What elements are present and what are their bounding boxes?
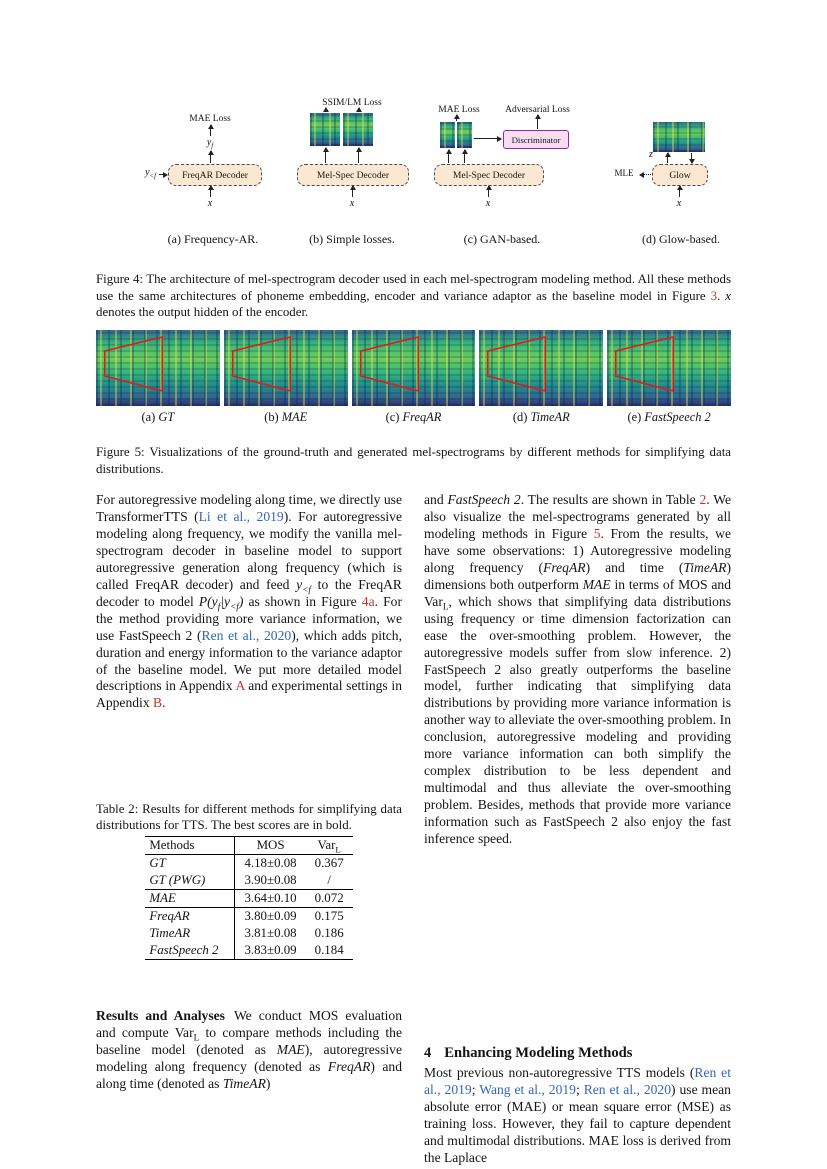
caption-text: denotes the output hidden of the encoder. — [96, 305, 309, 320]
cell-mos: 4.18±0.08 — [244, 856, 297, 870]
table-ref-2[interactable]: 2 — [699, 492, 707, 507]
math-sub: <f — [302, 584, 312, 595]
method-name-mae: MAE — [582, 576, 611, 592]
fig4c-mae-loss-label: MAE Loss — [438, 105, 480, 115]
spectrogram-freqar — [352, 330, 476, 406]
mel-spec-decoder-box: Mel-Spec Decoder — [297, 164, 409, 186]
right-paragraph-2 — [424, 1065, 731, 1167]
section-4-heading — [424, 1045, 731, 1062]
table-row-gt — [145, 855, 352, 873]
math-x: x — [725, 288, 731, 303]
fig4a-y-lt-f-label — [126, 167, 156, 179]
arrow-up — [448, 150, 449, 163]
body-text: Most previous non-autoregressive TTS models ( — [424, 1065, 695, 1080]
spectrogram-fastspeech2 — [607, 330, 731, 406]
red-annotation-box — [607, 330, 731, 406]
figure5-image-row — [96, 330, 731, 406]
arrow-down — [691, 153, 692, 163]
fig4a-yf-label — [180, 137, 240, 149]
table2-wrapper — [96, 836, 402, 960]
fig4c-adversarial-loss-label: Adversarial Loss — [505, 105, 570, 115]
cell-var: 0.184 — [314, 943, 344, 957]
body-text: ) and time ( — [585, 559, 684, 575]
figure-ref-5[interactable]: 5 — [593, 525, 601, 541]
citation-wang-2019[interactable]: Wang et al., 2019 — [479, 1081, 576, 1097]
cell-method: GT — [145, 855, 235, 873]
table2-caption: Table 2: Results for different methods for simplifying data distributions for TTS. The best scores are in bold. — [96, 801, 402, 833]
annotation-polygon — [105, 337, 163, 391]
arrow-up — [325, 108, 326, 112]
body-text: For autoregressive modeling along time, we directly use TransformerTTS ( — [96, 492, 402, 524]
red-annotation-box — [479, 330, 603, 406]
cell-method: MAE — [145, 890, 235, 908]
fig4a-caption: (a) Frequency-AR. — [167, 232, 259, 246]
cell-mos: 3.90±0.08 — [244, 873, 297, 887]
glow-box: Glow — [652, 164, 708, 186]
figure4-diagrams — [96, 95, 731, 247]
table2-header-row — [145, 837, 352, 855]
figure-ref-3[interactable]: 3 — [710, 288, 718, 303]
body-text: We conduct MOS evaluation and compute Var — [96, 1008, 402, 1040]
body-text: ), which adds pitch, duration and energy information to the variance adaptor of the baseline model. We put more detailed model descriptions in Appendix — [96, 627, 403, 694]
label-prefix: (a) — [141, 410, 159, 424]
fig4d-z-label: z — [649, 149, 653, 160]
results-analyses-block — [96, 1008, 402, 1093]
cell-mos-best: 3.83±0.09 — [244, 943, 297, 957]
table-row-gt-pwg — [145, 872, 352, 890]
arrow-up — [210, 151, 211, 163]
figure5-label-row — [96, 410, 731, 425]
body-text: and experimental settings in Appendix — [96, 678, 402, 711]
label-name: GT — [158, 410, 175, 424]
fig5-label-gt — [96, 410, 220, 425]
var-subscript: L — [193, 1032, 200, 1043]
spectrogram-mae — [224, 330, 348, 406]
col-header-varl — [306, 837, 353, 855]
body-text: ; — [471, 1081, 480, 1097]
cell-var: 0.367 — [314, 856, 344, 870]
body-text: ), autoregressive modeling along frequency (denoted as — [96, 1041, 402, 1074]
fig5-label-timear — [479, 410, 603, 425]
math-base: P(y — [198, 593, 218, 609]
body-text: ). For autoregressive modeling along frequency, we modify the vanilla mel-spectrogram decoder in baseline model to support autoregressive generation along frequency (which is called FreqAR decoder) and feed — [96, 508, 402, 592]
fig4c-x-label: x — [485, 198, 491, 209]
label-name: TimeAR — [530, 410, 570, 424]
cell-var: 0.175 — [314, 909, 344, 923]
red-annotation-box — [96, 330, 220, 406]
figure5-spectrograms — [96, 330, 731, 425]
fig5-label-mae — [224, 410, 348, 425]
annotation-polygon — [488, 337, 546, 391]
cell-var: / — [327, 873, 331, 887]
arrow-up — [210, 186, 211, 197]
math-sub-f: f — [211, 143, 214, 150]
method-name-mae: MAE — [276, 1041, 305, 1057]
arrow-up — [325, 148, 326, 163]
method-name-timear: TimeAR — [683, 559, 727, 575]
var-subscript: L — [442, 601, 449, 612]
results-paragraph — [96, 1008, 402, 1093]
body-text: . The results are shown in Table — [520, 492, 700, 507]
right-column — [424, 492, 731, 1169]
appendix-ref-b[interactable]: B — [153, 695, 163, 711]
figure5-caption: Figure 5: Visualizations of the ground-truth and generated mel-spectrograms by different methods for simplifying data distributions. — [96, 444, 731, 476]
cell-method: TimeAR — [145, 925, 235, 942]
math-p-yf-given — [198, 593, 244, 612]
section-title: Enhancing Modeling Methods — [444, 1045, 633, 1062]
cell-mos: 3.80±0.09 — [244, 909, 297, 923]
caption-text: . — [717, 288, 726, 303]
spectrogram-gt — [96, 330, 220, 406]
arrow-up — [679, 186, 680, 197]
cell-mos: 3.64±0.10 — [244, 891, 297, 905]
spectrogram-timear — [479, 330, 603, 406]
table-row-freqar — [145, 908, 352, 926]
math-y: y — [206, 137, 212, 148]
fig4b-caption: (b) Simple losses. — [309, 232, 395, 246]
body-text: ; — [575, 1081, 584, 1097]
cell-method: FreqAR — [145, 908, 235, 926]
arrow-up — [456, 115, 457, 121]
annotation-polygon — [360, 337, 418, 391]
label-prefix: (e) — [627, 410, 645, 424]
arrow-right — [474, 138, 501, 139]
fig4a-mae-loss-label: MAE Loss — [189, 114, 231, 124]
table-row-mae — [145, 890, 352, 908]
body-text: . — [162, 695, 166, 711]
body-text: ) — [265, 1075, 271, 1091]
body-text: and — [424, 492, 448, 507]
fig4d-mle-label: MLE — [614, 168, 634, 178]
body-text: ) dimensions both outperform — [424, 559, 731, 592]
math-sub: <f — [230, 601, 239, 612]
mel-spec-decoder-box: Mel-Spec Decoder — [434, 164, 544, 186]
left-paragraph-1 — [96, 492, 402, 712]
discriminator-box: Discriminator — [503, 130, 569, 149]
cell-method: GT (PWG) — [145, 872, 235, 890]
left-column — [96, 492, 402, 1169]
citation-ren-2020[interactable]: Ren et al., 2020 — [583, 1081, 672, 1097]
body-text: to compare methods including the baseline model (denoted as — [96, 1024, 402, 1057]
mel-spectrogram-thumb — [457, 122, 472, 148]
mel-spectrogram-thumb — [653, 122, 705, 152]
method-name-freqar: FreqAR — [543, 559, 586, 575]
fig5-label-freqar — [352, 410, 476, 425]
arrow-right — [159, 174, 167, 175]
body-text: as shown in Figure — [243, 593, 362, 609]
fig4d-caption: (d) Glow-based. — [642, 232, 720, 246]
caption-text: Figure 4: The architecture of mel-spectrogram decoder used in each mel-spectrogram modeling method. All these methods use the same architectures of phoneme embedding, encoder and variance adaptor as the baseline model in Figure — [96, 271, 731, 303]
annotation-polygon — [233, 337, 291, 391]
fig4d-x-label: x — [676, 198, 682, 209]
section-number: 4 — [424, 1045, 432, 1062]
table-2 — [145, 836, 352, 960]
figure-ref-4a[interactable]: 4a — [361, 593, 375, 609]
citation-li-2019[interactable]: Li et al., 2019 — [198, 508, 284, 524]
arrow-up — [210, 125, 211, 136]
figure4-caption — [96, 271, 731, 321]
math-sub: f — [217, 601, 221, 612]
arrow-up — [537, 115, 538, 129]
var-label: Var — [317, 838, 336, 852]
mel-spectrogram-thumb — [343, 113, 373, 146]
fig5-label-fastspeech2 — [607, 410, 731, 425]
red-annotation-box — [352, 330, 476, 406]
arrow-up — [667, 153, 668, 163]
body-text: to the FreqAR decoder to model — [96, 576, 402, 609]
red-annotation-box — [224, 330, 348, 406]
method-name-freqar: FreqAR — [327, 1058, 371, 1074]
fig4b-ssim-lm-loss-label: SSIM/LM Loss — [322, 98, 382, 108]
label-prefix: (d) — [512, 410, 531, 424]
math-base: |y — [220, 593, 231, 609]
cell-var-best: 0.186 — [314, 926, 344, 940]
label-prefix: (b) — [264, 410, 282, 424]
cell-method: FastSpeech 2 — [145, 942, 235, 960]
cell-mos: 3.81±0.08 — [244, 926, 297, 940]
fig4b-x-label: x — [349, 198, 355, 209]
method-name-timear: TimeAR — [222, 1075, 266, 1091]
table-row-fastspeech2 — [145, 942, 352, 960]
body-text: ) use mean absolute error (MAE) or mean square error (MSE) as training loss. However, they fail to capture dependent and multimodal distributions. MAE loss is derived from the Laplace — [424, 1081, 731, 1165]
freqar-decoder-box: FreqAR Decoder — [168, 164, 262, 186]
fig4a-x-label: x — [207, 198, 213, 209]
cell-var: 0.072 — [314, 891, 344, 905]
mel-spectrogram-thumb — [310, 113, 340, 146]
right-paragraph-1 — [424, 492, 731, 848]
body-text: , which shows that simplifying data distributions using frequency or time dimension factorization can ease the over-smoothing problem. However, the autoregressive models suffer from slow inference. 2) FastSpeech 2 also greatly outperforms the baseline model, further indicating that simplifying data distributions by providing more variance information is another way to alleviate the over-smoothing problem. In conclusion, autoregressive modeling and providing more variance information can both simplify the complex distribution to be less dependent and multimodal and thus alleviate the over-smoothing problem. Besides, methods that provide more variance information such as FastSpeech 2 also enjoy the fast inference speed. — [424, 593, 731, 847]
citation-ren-2020[interactable]: Ren et al., 2020 — [201, 627, 292, 643]
annotation-polygon — [616, 337, 674, 391]
fig4c-caption: (c) GAN-based. — [463, 232, 541, 246]
body-text: . We also visualize the mel-spectrograms generated by all modeling methods in Figure — [424, 492, 732, 541]
citation-ren-2019[interactable]: Ren et al., 2019 — [424, 1065, 731, 1097]
appendix-ref-a[interactable]: A — [235, 678, 245, 694]
math-base: ) — [238, 593, 244, 609]
method-name-fastspeech2: FastSpeech 2 — [447, 492, 521, 507]
math-y: y — [145, 167, 150, 178]
arrow-up — [352, 186, 353, 197]
arrow-up — [464, 150, 465, 163]
math-y-lt-f — [296, 576, 312, 595]
arrow-left-dotted — [640, 174, 651, 175]
body-text: . From the results, we have some observations: 1) Autoregressive modeling along frequency ( — [424, 525, 731, 575]
label-name: FreqAR — [402, 410, 442, 424]
col-header-mos: MOS — [256, 838, 285, 852]
arrow-up — [358, 148, 359, 163]
col-header-methods: Methods — [145, 837, 235, 855]
arrow-up — [358, 108, 359, 112]
math-sub-lt-f: <f — [149, 173, 156, 180]
results-analyses-heading: Results and Analyses — [96, 1008, 225, 1023]
body-text: ) and along time (denoted as — [96, 1058, 402, 1091]
arrow-up — [488, 186, 489, 197]
body-text: . For the method providing more variance information, we use FastSpeech 2 ( — [96, 593, 402, 643]
table-row-timear — [145, 925, 352, 942]
body-text: in terms of MOS and Var — [424, 576, 731, 609]
label-prefix: (c) — [385, 410, 403, 424]
mel-spectrogram-thumb — [440, 122, 455, 148]
label-name: FastSpeech 2 — [644, 410, 711, 424]
label-name: MAE — [281, 410, 308, 424]
math-base: y — [296, 576, 303, 592]
var-subscript: L — [335, 844, 341, 855]
